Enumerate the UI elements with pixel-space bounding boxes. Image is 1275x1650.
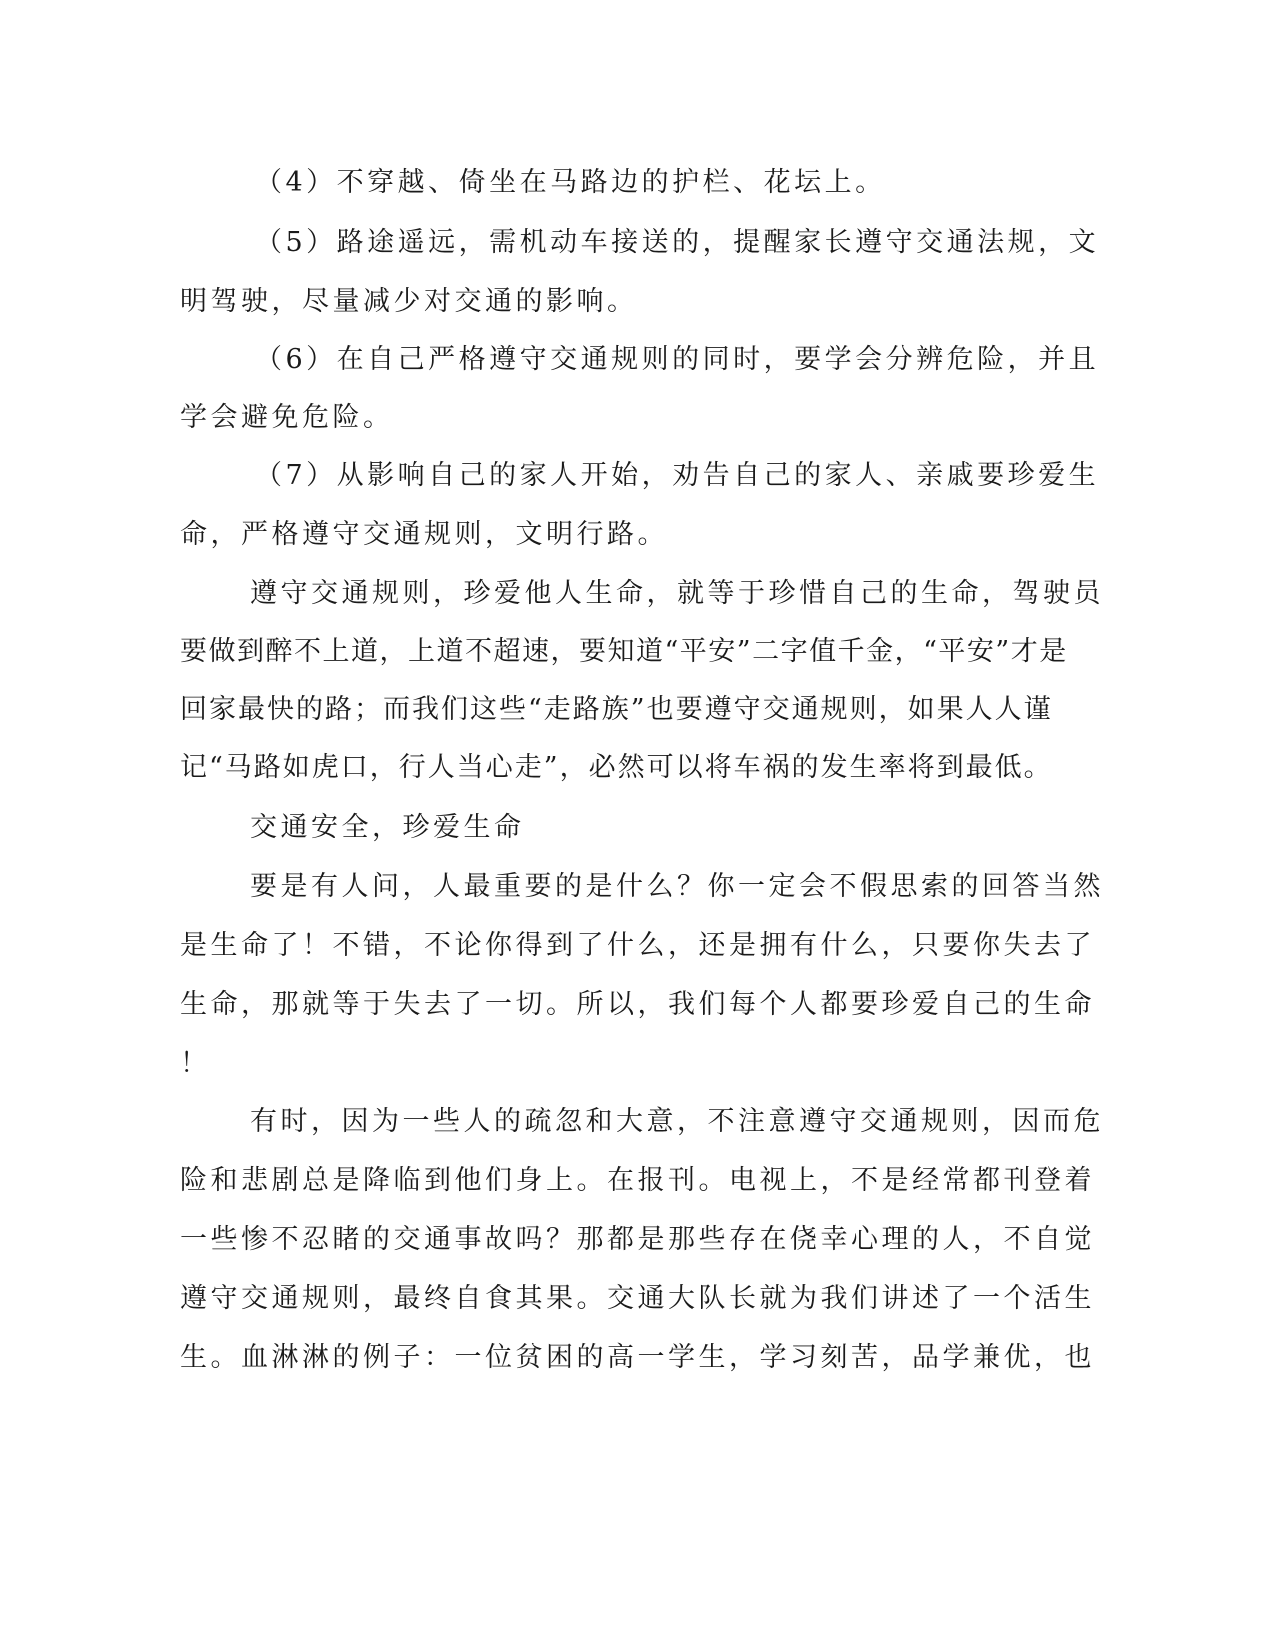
text-line: 遵守交通规则，最终自食其果。交通大队长就为我们讲述了一个活生 (180, 1283, 1095, 1314)
text-line: 遵守交通规则，珍爱他人生命，就等于珍惜自己的生命，驾驶员 (250, 578, 1104, 609)
text-line: 要是有人问，人最重要的是什么？你一定会不假思索的回答当然 (250, 871, 1104, 902)
text-line: 记“马路如虎口，行人当心走”，必然可以将车祸的发生率将到最低。 (180, 752, 1053, 783)
text-line: 险和悲剧总是降临到他们身上。在报刊。电视上，不是经常都刊登着 (180, 1165, 1095, 1196)
text-line: 命，严格遵守交通规则，文明行路。 (180, 519, 668, 550)
text-line: 生。血淋淋的例子：一位贫困的高一学生，学习刻苦，品学兼优，也 (180, 1342, 1095, 1373)
text-line: ！ (180, 1048, 211, 1079)
text-line: 学会避免危险。 (180, 402, 394, 433)
section-heading: 交通安全，珍爱生命 (250, 812, 525, 843)
text-line: 要做到醉不上道，上道不超速，要知道“平安”二字值千金，“平安”才是 (180, 636, 1068, 667)
text-line: （6）在自己严格遵守交通规则的同时，要学会分辨危险，并且 (255, 344, 1100, 375)
text-line: 有时，因为一些人的疏忽和大意，不注意遵守交通规则，因而危 (250, 1106, 1104, 1137)
text-line: 是生命了！不错，不论你得到了什么，还是拥有什么，只要你失去了 (180, 930, 1095, 961)
text-line: （4）不穿越、倚坐在马路边的护栏、花坛上。 (255, 167, 886, 198)
text-line: 一些惨不忍睹的交通事故吗？那都是那些存在侥幸心理的人，不自觉 (180, 1224, 1095, 1255)
text-line: 明驾驶，尽量减少对交通的影响。 (180, 286, 638, 317)
text-line: （5）路途遥远，需机动车接送的，提醒家长遵守交通法规，文 (255, 227, 1100, 258)
text-line: 生命，那就等于失去了一切。所以，我们每个人都要珍爱自己的生命 (180, 989, 1095, 1020)
text-line: （7）从影响自己的家人开始，劝告自己的家人、亲戚要珍爱生 (255, 460, 1100, 491)
text-line: 回家最快的路；而我们这些“走路族”也要遵守交通规则，如果人人谨 (180, 694, 1053, 725)
